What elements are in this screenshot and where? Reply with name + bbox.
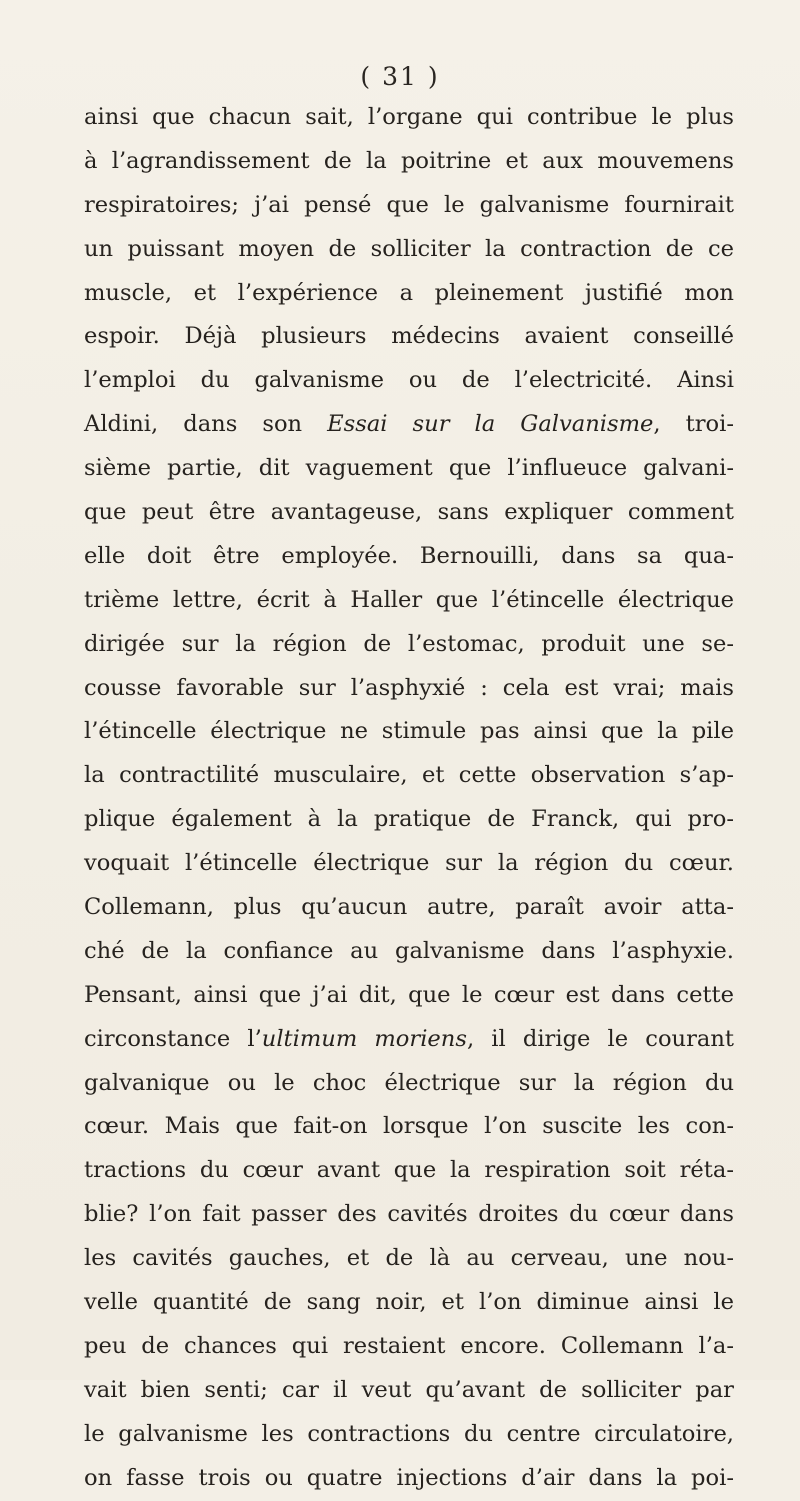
- text-segment: à l’agrandissement de la poitrine et aux mouvemens: [84, 147, 734, 174]
- text-line: [84, 359, 734, 403]
- text-line: [84, 228, 734, 272]
- text-line: [84, 1413, 734, 1457]
- text-line: [84, 1193, 734, 1237]
- page-number: ( 31 ): [360, 62, 440, 91]
- text-segment: l’emploi du galvanisme ou de l’electricité. Ainsi: [84, 367, 734, 394]
- text-line: [84, 447, 734, 491]
- text-segment: plique également à la pratique de Franck, qui pro-: [84, 806, 734, 833]
- text-line: [84, 1457, 734, 1501]
- text-segment: sième partie, dit vaguement que l’influeuce galvani-: [84, 455, 734, 482]
- text-segment: dirigée sur la région de l’estomac, produit une se-: [84, 630, 734, 657]
- text-line: [84, 96, 734, 140]
- text-line: [84, 579, 734, 623]
- text-segment: peu de chances qui restaient encore. Collemann l’a-: [84, 1332, 734, 1359]
- text-segment: voquait l’étincelle électrique sur la région du cœur.: [84, 850, 734, 877]
- text-segment: vait bien senti; car il veut qu’avant de solliciter par: [84, 1376, 734, 1403]
- text-line: [84, 1149, 734, 1193]
- text-line: [84, 1237, 734, 1281]
- text-line: [84, 1325, 734, 1369]
- text-line: [84, 315, 734, 359]
- text-segment: cousse favorable sur l’asphyxié : cela est vrai; mais: [84, 674, 734, 701]
- text-line: [84, 491, 734, 535]
- text-segment: que peut être avantageuse, sans expliquer comment: [84, 499, 734, 526]
- text-line: [84, 667, 734, 711]
- text-segment: un puissant moyen de solliciter la contraction de ce: [84, 235, 734, 262]
- text-line: [84, 535, 734, 579]
- text-line: [84, 1062, 734, 1106]
- text-line: [84, 623, 734, 667]
- text-segment: circonstance l’: [84, 1025, 262, 1052]
- text-line: [84, 886, 734, 930]
- text-segment: elle doit être employée. Bernouilli, dans sa qua-: [84, 542, 734, 569]
- text-line: [84, 842, 734, 886]
- text-segment: cœur. Mais que fait-on lorsque l’on suscite les con-: [84, 1113, 734, 1140]
- text-segment: la contractilité musculaire, et cette observation s’ap-: [84, 762, 734, 789]
- text-segment: ché de la confiance au galvanisme dans l’asphyxie.: [84, 937, 734, 964]
- text-segment: , troi-: [653, 411, 734, 438]
- text-segment: trième lettre, écrit à Haller que l’étincelle électrique: [84, 586, 734, 613]
- text-segment: muscle, et l’expérience a pleinement justifié mon: [84, 279, 734, 306]
- text-line: [84, 798, 734, 842]
- text-segment: Pensant, ainsi que j’ai dit, que le cœur est dans cette: [84, 981, 734, 1008]
- text-line: [84, 1369, 734, 1413]
- text-line: [84, 184, 734, 228]
- text-line: [84, 140, 734, 184]
- text-segment: l’étincelle électrique ne stimule pas ainsi que la pile: [84, 718, 734, 745]
- text-line: [84, 710, 734, 754]
- text-segment: respiratoires; j’ai pensé que le galvanisme fournirait: [84, 191, 734, 218]
- text-line: [84, 1018, 734, 1062]
- text-segment: tractions du cœur avant que la respiration soit réta-: [84, 1157, 734, 1184]
- italic-text: ultimum moriens: [261, 1025, 467, 1052]
- text-line: [84, 1281, 734, 1325]
- text-segment: , il dirige le courant: [466, 1025, 734, 1052]
- text-segment: espoir. Déjà plusieurs médecins avaient conseillé: [84, 323, 734, 350]
- text-line: [84, 272, 734, 316]
- text-segment: blie? l’on fait passer des cavités droites du cœur dans: [84, 1201, 734, 1228]
- text-segment: les cavités gauches, et de là au cerveau, une nou-: [84, 1245, 734, 1272]
- text-line: [84, 1105, 734, 1149]
- text-segment: Aldini, dans son: [84, 411, 328, 438]
- text-segment: Collemann, plus qu’aucun autre, paraît avoir atta-: [84, 894, 734, 921]
- text-segment: le galvanisme les contractions du centre circulatoire,: [84, 1420, 734, 1447]
- text-line: [84, 974, 734, 1018]
- text-line: [84, 930, 734, 974]
- text-segment: galvanique ou le choc électrique sur la région du: [84, 1069, 734, 1096]
- text-line: [84, 403, 734, 447]
- body-text: [84, 96, 734, 1501]
- text-segment: on fasse trois ou quatre injections d’air dans la poi-: [84, 1464, 734, 1491]
- text-segment: velle quantité de sang noir, et l’on diminue ainsi le: [84, 1289, 734, 1316]
- italic-text: Essai sur la Galvanisme: [327, 411, 654, 438]
- text-line: [84, 754, 734, 798]
- text-segment: ainsi que chacun sait, l’organe qui contribue le plus: [84, 104, 734, 130]
